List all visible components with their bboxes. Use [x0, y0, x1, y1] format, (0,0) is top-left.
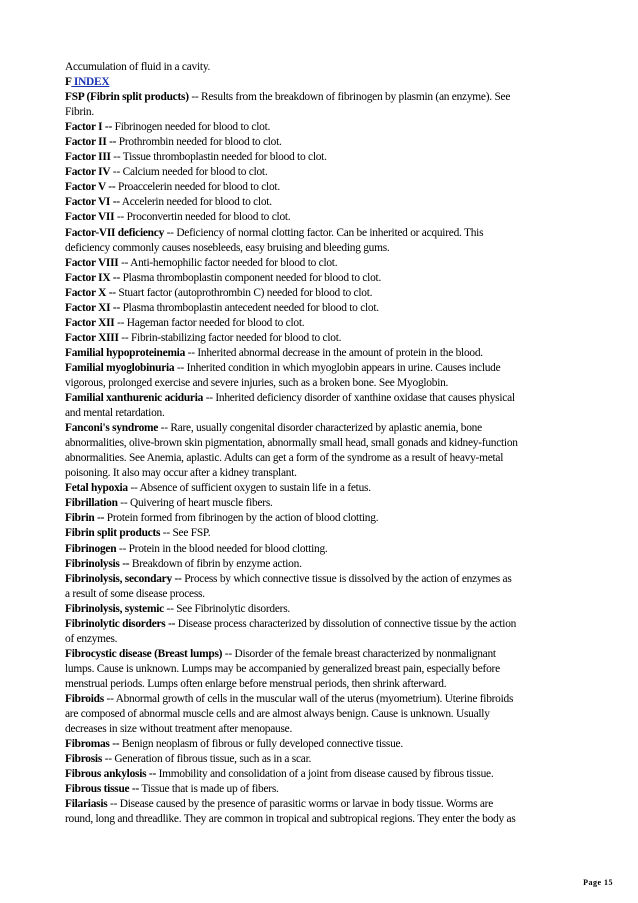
- glossary-entries: [65, 90, 575, 827]
- entry-definition: Plasma thromboplastin antecedent needed for blood to clot.: [120, 301, 379, 314]
- entry-term: Factor IV: [65, 166, 111, 179]
- entry-continuation: lumps. Cause is unknown. Lumps may be accompanied by generalized breast pain, especially before: [65, 662, 500, 675]
- entry-definition: -- Calcium needed for blood to clot.: [110, 166, 268, 179]
- glossary-entry: [65, 150, 575, 165]
- entry-definition: -- Inherited deficiency disorder of xanthine oxidase that causes physical: [203, 392, 515, 405]
- glossary-entry: [65, 737, 575, 752]
- glossary-entry: [65, 752, 575, 767]
- glossary-entry: [65, 602, 575, 617]
- entry-term: Fibrous tissue --: [65, 783, 140, 796]
- entry-definition: -- Disease caused by the presence of parasitic worms or larvae in body tissue. Worms are: [107, 798, 494, 811]
- entry-term: Fetal hypoxia: [65, 482, 128, 495]
- entry-term: Familial hypoproteinemia: [65, 346, 186, 359]
- glossary-entry: [65, 180, 575, 195]
- document-body: [65, 60, 575, 827]
- entry-continuation: abnormalities. See Anemia, aplastic. Adults can get a form of the syndrome as a result of heavy-metal: [65, 452, 504, 465]
- entry-definition: Accelerin needed for blood to clot.: [119, 196, 272, 209]
- entry-term: Fibromas --: [65, 738, 120, 751]
- entry-definition: Breakdown of fibrin by enzyme action.: [129, 557, 302, 570]
- glossary-entry: [65, 271, 575, 286]
- glossary-entry: [65, 782, 575, 797]
- entry-term: Filariasis: [65, 798, 108, 811]
- glossary-entry: [65, 90, 575, 105]
- glossary-entry: [65, 286, 575, 301]
- entry-continuation: vigorous, prolonged exercise and severe injuries, such as a broken bone. See Myoglobin.: [65, 376, 449, 389]
- entry-term: Fibroids: [65, 692, 104, 705]
- entry-continuation: Fibrin.: [65, 106, 94, 119]
- glossary-entry: [65, 572, 575, 587]
- glossary-entry: [65, 647, 575, 662]
- entry-term: Factor-VII deficiency: [65, 226, 165, 239]
- entry-term: Fibrosis: [65, 753, 103, 766]
- entry-term: Factor XII: [65, 316, 115, 329]
- glossary-entry: [65, 421, 575, 436]
- entry-continuation: deficiency commonly causes nosebleeds, easy bruising and bleeding gums.: [65, 241, 390, 254]
- entry-term: Factor III: [65, 151, 111, 164]
- entry-continuation: a result of some disease process.: [65, 587, 205, 600]
- entry-term: Factor V --: [65, 181, 116, 194]
- entry-definition: Process by which connective tissue is dissolved by the action of enzymes as: [181, 572, 512, 585]
- entry-term: Familial myoglobinuria: [65, 361, 175, 374]
- glossary-entry: [65, 391, 575, 406]
- entry-term: Factor VII: [65, 211, 115, 224]
- entry-term: Fanconi's syndrome: [65, 422, 159, 435]
- entry-term: Fibrinolysis, secondary --: [65, 572, 182, 585]
- entry-definition: -- Hageman factor needed for blood to clot.: [114, 316, 305, 329]
- entry-term: Factor X --: [65, 286, 116, 299]
- glossary-entry: [65, 557, 575, 572]
- glossary-entry: [65, 301, 575, 316]
- entry-term: Fibrillation: [65, 497, 118, 510]
- entry-definition: -- Inherited abnormal decrease in the amount of protein in the blood.: [185, 346, 483, 359]
- entry-term: Factor VIII: [65, 256, 119, 269]
- entry-definition: -- Rare, usually congenital disorder characterized by aplastic anemia, bone: [158, 422, 482, 435]
- glossary-entry: [65, 617, 575, 632]
- entry-term: Factor II --: [65, 136, 117, 149]
- entry-definition: -- Inherited condition in which myoglobin appears in urine. Causes include: [174, 361, 501, 374]
- entry-term: Factor VI --: [65, 196, 120, 209]
- glossary-entry: [65, 496, 575, 511]
- entry-term: Fibrin split products: [65, 527, 161, 540]
- entry-definition: -- Protein in the blood needed for blood clotting.: [116, 542, 328, 555]
- entry-definition: -- Results from the breakdown of fibrinogen by plasmin (an enzyme). See: [188, 91, 511, 104]
- entry-term: Factor XI --: [65, 301, 120, 314]
- entry-term: Fibrous ankylosis --: [65, 768, 157, 781]
- lead-line: Accumulation of fluid in a cavity.: [65, 61, 211, 73]
- entry-definition: -- Generation of fibrous tissue, such as in a scar.: [102, 753, 312, 766]
- entry-continuation: are composed of abnormal muscle cells and are almost always benign. Cause is unknown. Usually: [65, 708, 490, 721]
- entry-definition: -- See Fibrinolytic disorders.: [163, 602, 290, 615]
- index-heading: [65, 75, 575, 90]
- entry-definition: Protein formed from fibrinogen by the action of blood clotting.: [104, 512, 379, 525]
- entry-definition: -- Absence of sufficient oxygen to sustain life in a fetus.: [127, 482, 371, 495]
- entry-definition: Plasma thromboplastin component needed for blood to clot.: [120, 271, 382, 284]
- entry-term: Fibrocystic disease (Breast lumps): [65, 647, 223, 660]
- index-link[interactable]: INDEX: [71, 76, 110, 89]
- glossary-entry: [65, 331, 575, 346]
- glossary-entry: [65, 361, 575, 376]
- entry-term: Factor I --: [65, 121, 113, 134]
- glossary-entry: [65, 210, 575, 225]
- glossary-entry: [65, 511, 575, 526]
- entry-definition: -- Tissue thromboplastin needed for blood to clot.: [110, 151, 327, 164]
- entry-definition: -- See FSP.: [160, 527, 211, 540]
- entry-continuation: and mental retardation.: [65, 407, 165, 420]
- entry-term: Factor IX --: [65, 271, 120, 284]
- entry-term: Fibrinolysis, systemic: [65, 602, 164, 615]
- entry-term: Fibrinolytic disorders --: [65, 617, 176, 630]
- glossary-entry: [65, 135, 575, 150]
- entry-definition: -- Proconvertin needed for blood to clot.: [114, 211, 291, 224]
- entry-continuation: menstrual periods. Lumps often enlarge before menstrual periods, then shrink afterward.: [65, 677, 447, 690]
- glossary-entry: [65, 346, 575, 361]
- entry-definition: -- Disorder of the female breast characterized by nonmalignant: [222, 647, 496, 660]
- entry-term: Fibrin --: [65, 512, 105, 525]
- entry-definition: Benign neoplasm of fibrous or fully developed connective tissue.: [119, 738, 403, 751]
- glossary-entry: [65, 256, 575, 271]
- glossary-entry: [65, 165, 575, 180]
- glossary-entry: [65, 542, 575, 557]
- entry-term: FSP (Fibrin split products): [65, 91, 189, 104]
- entry-definition: Immobility and consolidation of a joint from disease caused by fibrous tissue.: [156, 768, 494, 781]
- entry-definition: Proaccelerin needed for blood to clot.: [115, 181, 280, 194]
- glossary-entry: [65, 526, 575, 541]
- entry-continuation: poisoning. It also may occur after a kidney transplant.: [65, 467, 297, 480]
- entry-definition: -- Quivering of heart muscle fibers.: [117, 497, 273, 510]
- entry-definition: -- Fibrin-stabilizing factor needed for blood to clot.: [118, 331, 342, 344]
- glossary-entry: [65, 120, 575, 135]
- entry-continuation: abnormalities, olive-brown skin pigmentation, abnormally small head, small gonads and kidney-function: [65, 437, 518, 450]
- glossary-entry: [65, 195, 575, 210]
- glossary-entry: [65, 692, 575, 707]
- entry-definition: Stuart factor (autoprothrombin C) needed for blood to clot.: [115, 286, 373, 299]
- entry-term: Factor XIII: [65, 331, 119, 344]
- entry-definition: -- Deficiency of normal clotting factor. Can be inherited or acquired. This: [164, 226, 484, 239]
- glossary-entry: [65, 481, 575, 496]
- glossary-entry: [65, 226, 575, 241]
- entry-continuation: of enzymes.: [65, 632, 118, 645]
- glossary-entry: [65, 797, 575, 812]
- glossary-entry: [65, 767, 575, 782]
- entry-definition: -- Abnormal growth of cells in the muscular wall of the uterus (myometrium). Uterine fibroids: [103, 692, 514, 705]
- page-number: Page 15: [583, 878, 613, 887]
- entry-definition: Fibrinogen needed for blood to clot.: [112, 121, 271, 134]
- entry-definition: -- Anti-hemophilic factor needed for blood to clot.: [118, 256, 338, 269]
- entry-term: Familial xanthurenic aciduria: [65, 392, 204, 405]
- entry-term: Fibrinolysis --: [65, 557, 130, 570]
- entry-definition: Prothrombin needed for blood to clot.: [116, 136, 282, 149]
- entry-definition: Tissue that is made up of fibers.: [139, 783, 279, 796]
- index-letter: F: [65, 76, 72, 89]
- entry-continuation: round, long and threadlike. They are common in tropical and subtropical regions. They enter the body as: [65, 813, 516, 826]
- entry-definition: Disease process characterized by dissolution of connective tissue by the action: [175, 617, 517, 630]
- entry-term: Fibrinogen: [65, 542, 117, 555]
- entry-continuation: decreases in size without treatment after menopause.: [65, 723, 293, 736]
- glossary-entry: [65, 316, 575, 331]
